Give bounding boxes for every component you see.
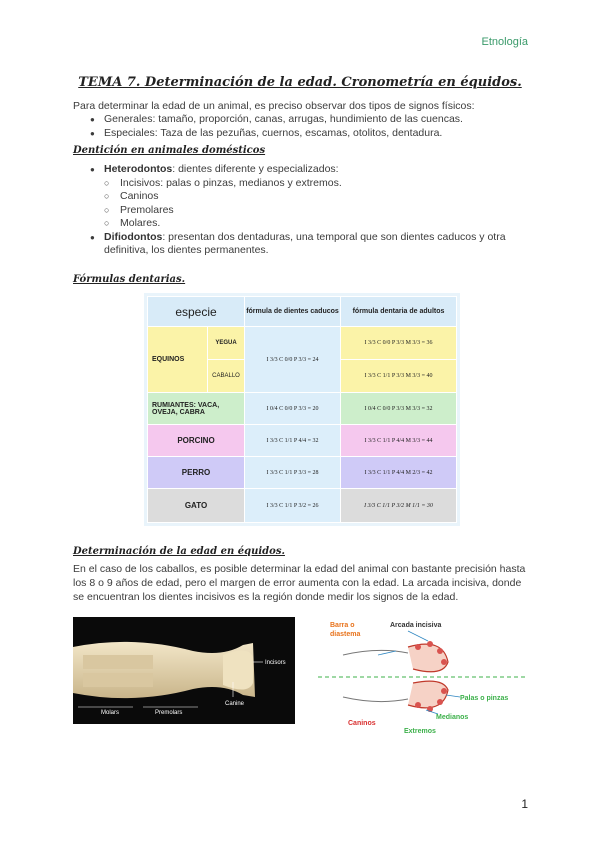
list-item: ○ Molares. (104, 217, 535, 231)
list-item: ○ Incisivos: palas o pinzas, medianos y extremos. (104, 177, 535, 191)
cell-rumiantes-caducos: I 0/4 C 0/0 P 3/3 = 20 (245, 393, 341, 425)
upper-incisors (408, 644, 448, 672)
cell-yegua-adultos: I 3/3 C 0/0 P 3/3 M 3/3 = 36 (341, 327, 457, 360)
label-caninos: Caninos (348, 720, 376, 727)
label-canine: Canine (225, 701, 245, 707)
list-item: ● Generales: tamaño, proporción, canas, arrugas, hundimiento de las cuencas. (90, 113, 540, 127)
col-header-caducos: fórmula de dientes caducos (245, 297, 341, 327)
denticion-list (90, 163, 535, 258)
cell-gato-caducos: I 3/3 C 1/1 P 3/2 = 26 (245, 489, 341, 523)
cell-porcino-adultos: I 3/3 C 1/1 P 4/4 M 3/3 = 44 (341, 425, 457, 457)
cell-perro-adultos: I 3/3 C 1/1 P 4/4 M 2/3 = 42 (341, 457, 457, 489)
list-item: ● Heterodontos: dientes diferente y especializados: ○ Incisivos: palas o pinzas, medianos y extremos. ○ Caninos ○ Premolares ○ Molares. (90, 163, 535, 231)
intro-text: Para determinar la edad de un animal, es preciso observar dos tipos de signos físicos: (73, 100, 475, 112)
label-palas: Palas o pinzas (460, 695, 509, 702)
label-incisors: Incisors (265, 660, 286, 666)
jaw-illustration (73, 617, 295, 724)
cell-perro-caducos: I 3/3 C 1/1 P 3/3 = 28 (245, 457, 341, 489)
label-arcada: Arcada incisiva (390, 622, 442, 629)
intro-list (90, 113, 540, 140)
label-premolars: Premolars (155, 710, 183, 716)
page-title: TEMA 7. Determinación de la edad. Cronometría en équidos. (78, 75, 522, 90)
label-medianos: Medianos (436, 714, 469, 721)
row-label-porcino: PORCINO (148, 425, 245, 457)
cell-equinos-caducos: I 3/3 C 0/0 P 3/3 = 24 (245, 327, 341, 393)
label-molars: Molars (101, 710, 120, 716)
row-label-equinos: EQUINOS (148, 327, 208, 393)
label-barra: Barra o (330, 622, 355, 629)
label-diastema: diastema (330, 631, 361, 638)
molar-row (83, 655, 153, 669)
col-header-especie: especie (148, 297, 245, 327)
label-extremos: Extremos (404, 728, 436, 735)
cell-gato-adultos: I 3/3 C 1/1 P 3/2 M 1/1 = 30 (341, 489, 457, 523)
list-item: ● Difiodontos: presentan dos dentaduras, una temporal que son dientes caducos y otra definitiva, los dientes permanentes. (90, 231, 535, 258)
incisor-arch (223, 650, 253, 689)
incisive-arcade-diagram (318, 617, 533, 737)
row-label-perro: PERRO (148, 457, 245, 489)
section-heading-denticion: Dentición en animales domésticos (73, 145, 266, 156)
row-label-caballo: CABALLO (208, 360, 245, 393)
dental-formula-table (144, 293, 460, 526)
list-item: ● Especiales: Taza de las pezuñas, cuernos, escamas, otolitos, dentadura. (90, 127, 540, 141)
molar-row (83, 673, 153, 687)
list-item: ○ Caninos (104, 190, 535, 204)
sub-list (104, 177, 535, 231)
edad-text: En el caso de los caballos, es posible determinar la edad del animal con bastante precisión hasta los 8 o 9 años de edad, pero el margen de error aumenta con la edad. La arcada incisiva, donde se encuentran los dientes incisivos es la región donde medir los signos de la edad. (73, 563, 526, 603)
col-header-adultos: fórmula dentaria de adultos (341, 297, 457, 327)
section-heading-formulas: Fórmulas dentarias. (73, 274, 186, 285)
header-tag: Etnología (481, 36, 528, 48)
list-item: ○ Premolares (104, 204, 535, 218)
section-heading-edad: Determinación de la edad en équidos. (73, 546, 285, 557)
arcade-illustration (318, 617, 533, 737)
jaw-photo (73, 617, 295, 724)
cell-caballo-adultos: I 3/3 C 1/1 P 3/3 M 3/3 = 40 (341, 360, 457, 393)
row-label-gato: GATO (148, 489, 245, 523)
row-label-yegua: YEGUA (208, 327, 245, 360)
cell-porcino-caducos: I 3/3 C 1/1 P 4/4 = 32 (245, 425, 341, 457)
row-label-rumiantes: RUMIANTES: VACA, OVEJA, CABRA (148, 393, 245, 425)
cell-rumiantes-adultos: I 0/4 C 0/0 P 3/3 M 3/3 = 32 (341, 393, 457, 425)
page-number: 1 (521, 797, 528, 811)
